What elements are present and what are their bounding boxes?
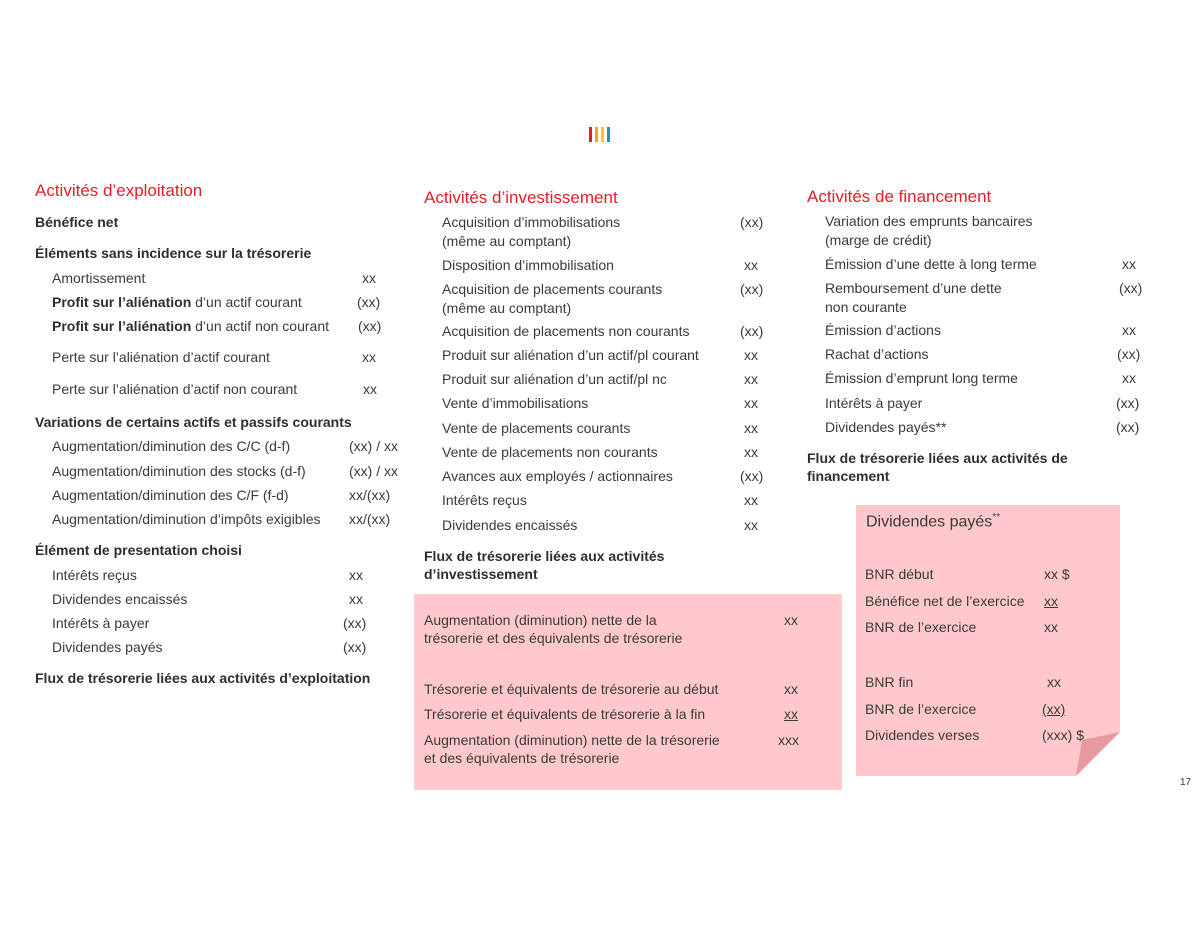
- inv-item-value: xx: [744, 492, 758, 508]
- inv-item-value: xx: [744, 517, 758, 533]
- presentation-value: (xx): [343, 615, 367, 631]
- inv-item-label: Disposition d’immobilisation: [442, 257, 614, 273]
- inv-item-label: Acquisition de placements non courants: [442, 323, 690, 339]
- fin-item-label-line2: non courante: [825, 299, 907, 315]
- cash-end-label: Trésorerie et équivalents de trésorerie à la fin: [424, 706, 706, 722]
- bnr-row-value: (xxx) $: [1042, 727, 1084, 743]
- profit-current-label: [52, 294, 302, 310]
- fin-item-label: Émission d’emprunt long terme: [825, 370, 1018, 386]
- fin-item-label: Dividendes payés**: [825, 419, 947, 435]
- fin-item-value: xx: [1122, 256, 1136, 272]
- cash-start-label: Trésorerie et équivalents de trésorerie au début: [424, 681, 719, 697]
- inv-item-value: xx: [744, 347, 758, 363]
- inv-item-label: Avances aux employés / actionnaires: [442, 468, 673, 484]
- inv-item-label-line2: (même au comptant): [442, 233, 572, 249]
- loss-noncurrent-label: Perte sur l’aliénation d’actif non courant: [52, 381, 298, 397]
- bnr-row-label: BNR de l’exercice: [865, 619, 977, 635]
- dividendes-title-sup: **: [992, 512, 1001, 523]
- variation-label: Augmentation/diminution des stocks (d-f): [52, 463, 306, 479]
- logo-bar-blue: [607, 127, 610, 142]
- net-income-label: Bénéfice net: [35, 214, 119, 230]
- variations-title: Variations de certains actifs et passifs courants: [35, 414, 352, 430]
- presentation-label: Intérêts à payer: [52, 615, 150, 631]
- brand-logo: [589, 127, 613, 142]
- financement-title: Activités de financement: [807, 187, 992, 206]
- increase-label-line2: trésorerie et des équivalents de trésorerie: [424, 630, 683, 646]
- profit-current-bold: Profit sur l’aliénation: [52, 294, 192, 310]
- fin-item-label: Remboursement d’une dette: [825, 280, 1002, 296]
- inv-item-label: Dividendes encaissés: [442, 517, 578, 533]
- logo-bar-orange: [595, 127, 598, 142]
- bnr-row-value: xx: [1044, 593, 1058, 609]
- variation-label: Augmentation/diminution des C/C (d-f): [52, 438, 291, 454]
- fin-item-value: xx: [1122, 370, 1136, 386]
- noncash-title: Éléments sans incidence sur la trésorerie: [35, 245, 312, 261]
- dividendes-title-text: Dividendes payés: [866, 513, 993, 531]
- profit-current-rest: d’un actif courant: [191, 294, 302, 310]
- variation-value: xx/(xx): [349, 487, 391, 503]
- inv-item-label-line2: (même au comptant): [442, 300, 572, 316]
- loss-noncurrent-value: xx: [363, 381, 377, 397]
- financement-flux-line2: financement: [807, 468, 890, 484]
- loss-current-value: xx: [362, 349, 376, 365]
- presentation-label: Dividendes payés: [52, 639, 163, 655]
- inv-item-label: Produit sur aliénation d’un actif/pl nc: [442, 371, 667, 387]
- presentation-value: xx: [349, 591, 363, 607]
- amortization-label: Amortissement: [52, 270, 146, 286]
- variation-value: (xx) / xx: [349, 438, 398, 454]
- fin-item-value: (xx): [1117, 346, 1141, 362]
- inv-item-label: Vente d’immobilisations: [442, 395, 589, 411]
- bnr-row-value: (xx): [1042, 701, 1066, 717]
- inv-item-value: xx: [744, 371, 758, 387]
- financement-flux-line1: Flux de trésorerie liées aux activités de: [807, 450, 1068, 466]
- presentation-label: Intérêts reçus: [52, 567, 137, 583]
- profit-noncurrent-rest: d’un actif non courant: [191, 318, 330, 334]
- profit-noncurrent-bold: Profit sur l’aliénation: [52, 318, 192, 334]
- inv-item-value: (xx): [740, 214, 764, 230]
- fin-item-label-line2: (marge de crédit): [825, 232, 932, 248]
- presentation-value: (xx): [343, 639, 367, 655]
- fin-item-value: (xx): [1119, 280, 1143, 296]
- final-increase-line1: Augmentation (diminution) nette de la trésorerie: [424, 732, 720, 748]
- bnr-row-value: xx: [1044, 619, 1058, 635]
- presentation-label: Dividendes encaissés: [52, 591, 188, 607]
- amortization-value: xx: [362, 270, 376, 286]
- page-number: 17: [1180, 777, 1192, 788]
- inv-item-label: Produit sur aliénation d’un actif/pl courant: [442, 347, 699, 363]
- final-increase-value: xxx: [778, 732, 799, 748]
- inv-item-label: Acquisition d’immobilisations: [442, 214, 621, 230]
- presentation-title: Élément de presentation choisi: [35, 542, 242, 558]
- inv-item-value: (xx): [740, 323, 764, 339]
- inv-item-value: (xx): [740, 281, 764, 297]
- inv-item-value: xx: [744, 444, 758, 460]
- increase-label-line1: Augmentation (diminution) nette de la: [424, 612, 657, 628]
- logo-bar-yellow: [601, 127, 604, 142]
- dividendes-note-title: [866, 512, 1000, 531]
- variation-label: Augmentation/diminution des C/F (f-d): [52, 487, 289, 503]
- inv-item-label: Intérêts reçus: [442, 492, 527, 508]
- inv-item-label: Vente de placements non courants: [442, 444, 658, 460]
- profit-noncurrent-value: (xx): [358, 318, 382, 334]
- fin-item-value: (xx): [1116, 419, 1140, 435]
- bnr-row-label: BNR de l’exercice: [865, 701, 977, 717]
- bnr-row-label: Dividendes verses: [865, 727, 980, 743]
- fin-item-label: Émission d’une dette à long terme: [825, 256, 1037, 272]
- investissement-flux-line1: Flux de trésorerie liées aux activités: [424, 548, 665, 564]
- investissement-flux-line2: d’investissement: [424, 566, 538, 582]
- final-increase-line2: et des équivalents de trésorerie: [424, 750, 620, 766]
- loss-current-label: Perte sur l’aliénation d’actif courant: [52, 349, 270, 365]
- inv-item-value: xx: [744, 420, 758, 436]
- fin-item-value: xx: [1122, 322, 1136, 338]
- inv-item-value: xx: [744, 257, 758, 273]
- fin-item-value: (xx): [1116, 395, 1140, 411]
- fin-item-label: Émission d’actions: [825, 322, 941, 338]
- inv-item-value: xx: [744, 395, 758, 411]
- logo-bar-red: [589, 127, 592, 142]
- variation-label: Augmentation/diminution d’impôts exigibles: [52, 511, 321, 527]
- variation-value: (xx) / xx: [349, 463, 398, 479]
- presentation-value: xx: [349, 567, 363, 583]
- inv-item-label: Vente de placements courants: [442, 420, 631, 436]
- exploitation-title: Activités d’exploitation: [35, 181, 203, 200]
- bnr-row-value: xx: [1047, 674, 1061, 690]
- cash-start-value: xx: [784, 681, 798, 697]
- fin-item-label: Intérêts à payer: [825, 395, 923, 411]
- cash-end-value: xx: [784, 706, 798, 722]
- inv-item-label: Acquisition de placements courants: [442, 281, 663, 297]
- exploitation-flux: Flux de trésorerie liées aux activités d’exploitation: [35, 670, 371, 686]
- investissement-title: Activités d’investissement: [424, 188, 618, 207]
- increase-value: xx: [784, 612, 798, 628]
- bnr-row-label: Bénéfice net de l’exercice: [865, 593, 1025, 609]
- bnr-row-label: BNR fin: [865, 674, 914, 690]
- profit-current-value: (xx): [357, 294, 381, 310]
- profit-noncurrent-label: [52, 318, 329, 334]
- fin-item-label: Rachat d’actions: [825, 346, 929, 362]
- inv-item-value: (xx): [740, 468, 764, 484]
- bnr-row-value: xx $: [1044, 566, 1070, 582]
- variation-value: xx/(xx): [349, 511, 391, 527]
- fin-item-label: Variation des emprunts bancaires: [825, 213, 1033, 229]
- bnr-row-label: BNR début: [865, 566, 934, 582]
